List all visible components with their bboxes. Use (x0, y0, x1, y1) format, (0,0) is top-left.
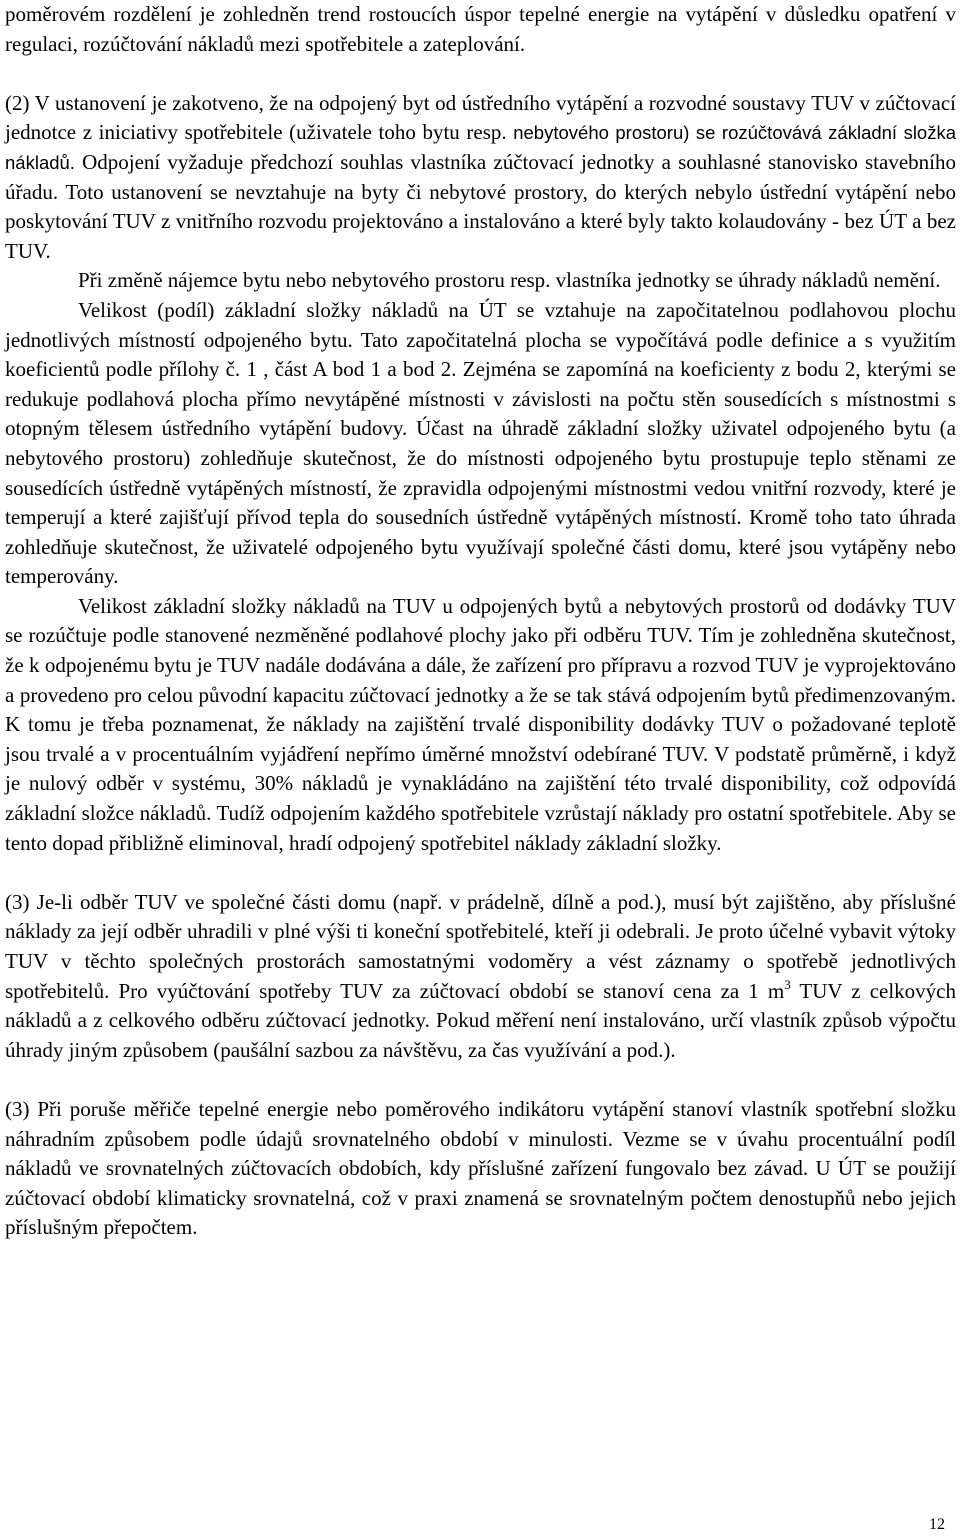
document-page (5, 0, 956, 1243)
paragraph-5: Velikost základní složky nákladů na TUV u odpojených bytů a nebytových prostorů od dodávky TUV se rozúčtuje podle stanovené nezměněné podlahové plochy jako při odběru TUV. Tím je zohledněna skutečnost, že k odpojenému bytu je TUV nadále dodávána a dále, že zařízení pro přípravu a rozvod TUV je vyprojektováno a provedeno pro celou původní kapacitu zúčtovací jednotky a že se tak stává odpojením bytů předimenzovaným. K tomu je třeba poznamenat, že náklady na zajištění trvalé disponibility dodávky TUV o požadované teplotě jsou trvalé a v procentuálním vyjádření nepřímo úměrné množství odebírané TUV. V podstatě průměrně, i když je nulový odběr v systému, 30% nákladů je vynakládáno na zajištění této trvalé disponibility, což odpovídá základní složce nákladů. Tudíž odpojením každého spotřebitele vzrůstají náklady pro ostatní spotřebitele. Aby se tento dopad přibližně eliminoval, hradí odpojený spotřebitel náklady základní složky. (5, 593, 956, 855)
superscript-exponent: 3 (784, 976, 791, 992)
paragraph-1: poměrovém rozdělení je zohledněn trend rostoucích úspor tepelné energie na vytápění v důsledku opatření v regulaci, rozúčtování nákladů mezi spotřebitele a zateplování. (5, 2, 956, 56)
paragraph-6-text-a: (3) Je-li odběr TUV ve společné části domu (např. v prádelně, dílně a pod.), musí být zajištěno, aby příslušné náklady za její odběr uhradili v plné výši ti koneční spotřebitelé, kteří ji odebrali. Je proto účelné vybavit výtoky TUV v těchto společných prostorách samostatnými vodoměry a vést záznamy o spotřebě jednotlivých spotřebitelů. Pro vyúčtování spotřeby TUV za zúčtovací období se stanoví cena za 1 m (5, 889, 956, 1003)
paragraph-gap (5, 59, 956, 89)
paragraph-7: (3) Při poruše měřiče tepelné energie nebo poměrového indikátoru vytápění stanoví vlastník spotřební složku náhradním způsobem podle údajů srovnatelného období v minulosti. Vezme se v úvahu procentuální podíl nákladů ve srovnatelných zúčtovacích obdobích, kdy příslušné zařízení fungovalo bez závad. U ÚT se použijí zúčtovací období klimaticky srovnatelná, což v praxi znamená se srovnatelným počtem denostupňů nebo jejich příslušným přepočtem. (5, 1096, 956, 1240)
paragraph-2 (5, 89, 956, 267)
page-number: 12 (929, 1516, 945, 1533)
paragraph-3: Při změně nájemce bytu nebo nebytového prostoru resp. vlastníka jednotky se úhrady nákladů nemění. (78, 268, 941, 293)
paragraph-2-text-c: Odpojení vyžaduje předchozí souhlas vlastníka zúčtovací jednotky a souhlasné stanovisko stavebního úřadu. Toto ustanovení se nevztahuje na byty či nebytové prostory, do kterých nebylo ústřední vytápění nebo poskytování TUV z vnitřního rozvodu projektováno a instalováno a které byly takto kolaudovány - bez ÚT a bez TUV. (5, 149, 956, 263)
paragraph-6-text-b: TUV z celkových nákladů a z celkového odběru zúčtovací jednotky. Pokud měření není instalováno, určí vlastník způsob výpočtu úhrady jiným způsobem (paušální sazbou za návštěvu, za čas využívání a pod.). (5, 978, 956, 1062)
paragraph-4: Velikost (podíl) základní složky nákladů na ÚT se vztahuje na započitatelnou podlahovou plochu jednotlivých místností odpojeného bytu. Tato započitatelná plocha se vypočítává podle definice a s využitím koeficientů podle přílohy č. 1 , část A bod 1 a bod 2. Zejména se zapomíná na koeficienty z bodu 2, kterými se redukuje podlahová plocha přímo nevytápěné místnosti v závislosti na počtu stěn sousedících s místnostmi s otopným tělesem ústředního vytápění budovy. Účast na úhradě základní složky uživatel odpojeného bytu (a nebytového prostoru) zohledňuje skutečnost, že do místnosti odpojeného bytu prostupuje teplo stěnami ze sousedících ústředně vytápěných místností, že zpravidla odpojenými místnostmi vedou vnitřní rozvody, které je temperují a které zajišťují přívod tepla do sousedních ústředně vytápěných místností. Kromě toho tato úhrada zohledňuje skutečnost, že uživatelé odpojeného bytu využívají společné části domu, které jsou vytápěny nebo temperovány. (5, 297, 956, 589)
paragraph-2-text-b: nebytového prostoru) se rozúčtovává základní složka nákladů. (5, 122, 957, 173)
paragraph-gap (5, 1065, 956, 1095)
paragraph-6 (5, 888, 956, 1066)
paragraph-gap (5, 858, 956, 888)
paragraph-2-text-a: (2) V ustanovení je zakotveno, že na odpojený byt od ústředního vytápění a rozvodné soustavy TUV v zúčtovací jednotce z iniciativy spotřebitele (uživatele toho bytu resp. (5, 90, 956, 145)
